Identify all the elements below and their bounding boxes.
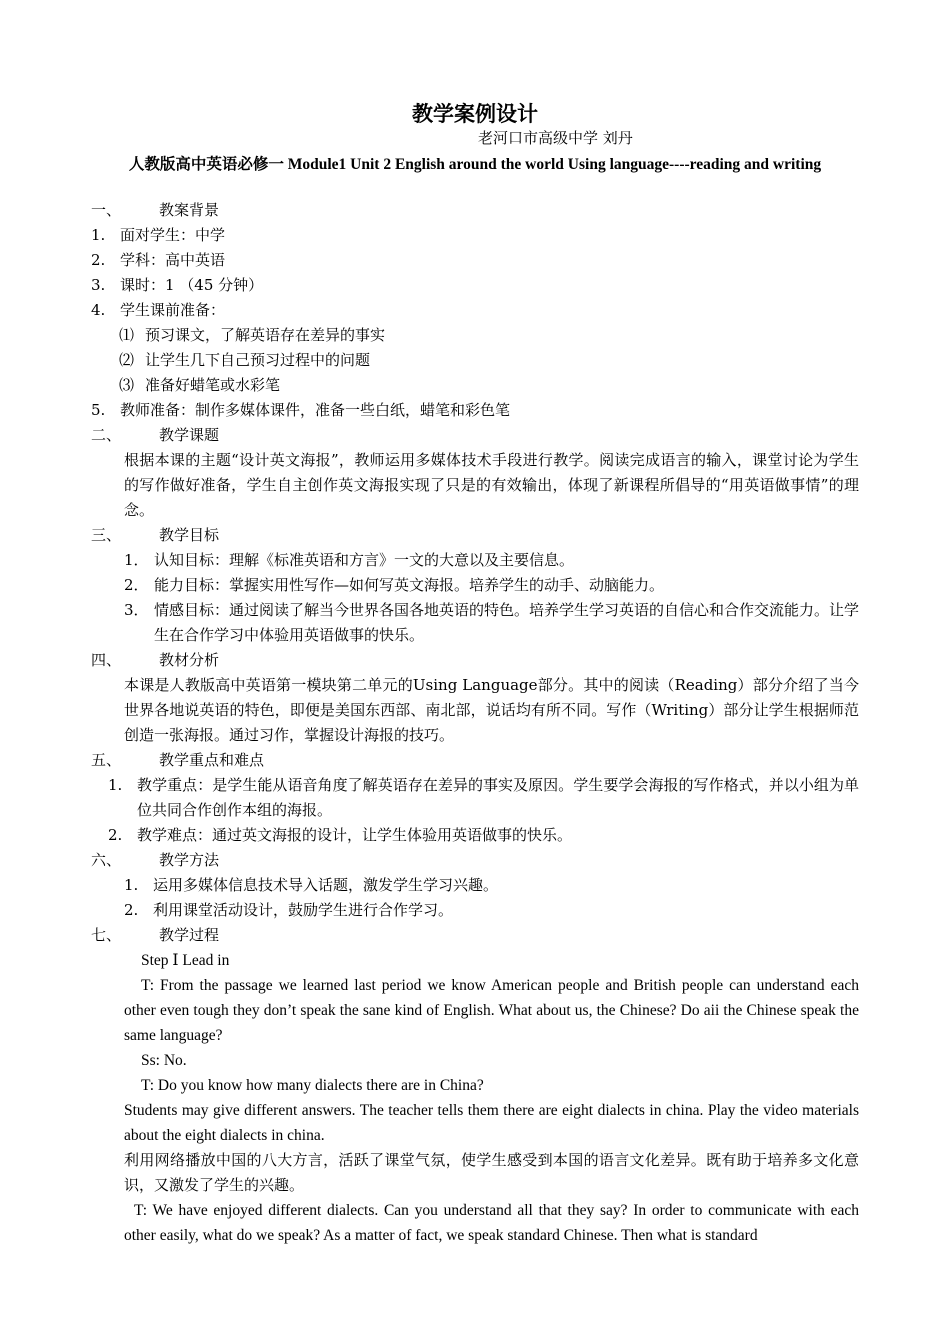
section-6-heading: 六、 教学方法 — [91, 851, 220, 869]
teacher-line: T: Do you know how many dialects there are in China? — [141, 1077, 484, 1094]
list-item: 1． 认知目标：理解《标准英语和方言》一文的大意以及主要信息。 — [124, 551, 575, 569]
list-item: 2. 学科：高中英语 — [91, 251, 226, 269]
list-item: 2. 利用课堂活动设计，鼓励学生进行合作学习。 — [124, 901, 454, 919]
list-item: 2． 能力目标：掌握实用性写作—如何写英文海报。培养学生的动手、动脑能力。 — [124, 576, 665, 594]
step-heading: Step Ⅰ Lead in — [141, 952, 230, 969]
section-1-heading: 一、 教案背景 — [91, 201, 220, 219]
section-4-paragraph: 本课是人教版高中英语第一模块第二单元的Using Language部分。其中的阅读（Reading）部分介绍了当今世界各地说英语的特色，即便是美国东西部、南北部，说话均有所不同。写作（Writing）部分让学生根据师范创造一张海报。通过习作，掌握设计海报的技巧。 — [124, 676, 859, 744]
list-item: 1. 运用多媒体信息技术导入话题，激发学生学习兴趣。 — [124, 876, 499, 894]
teacher-line: T: We have enjoyed different dialects. Can you understand all that they say? In order to communicate with each other easily, what do we speak? As a matter of fact, we speak standard Chinese. Then what is standard — [124, 1202, 859, 1244]
section-3-heading: 三、 教学目标 — [91, 526, 220, 544]
document-subtitle: 人教版高中英语必修一 Module1 Unit 2 English around the world Using language----reading and writing — [128, 156, 822, 173]
section-7-heading: 七、 教学过程 — [91, 926, 220, 944]
list-item: 5. 教师准备：制作多媒体课件，准备一些白纸，蜡笔和彩色笔 — [91, 401, 511, 419]
list-item: 3． 情感目标：通过阅读了解当今世界各国各地英语的特色。培养学生学习英语的自信心和合作交流能力。让学生在合作学习中体验用英语做事的快乐。 — [124, 601, 860, 644]
list-subitem: ⑴ 预习课文，了解英语存在差异的事实 — [119, 326, 386, 344]
section-4-heading: 四、 教材分析 — [91, 651, 220, 669]
document-author: 老河口市高级中学 刘丹 — [478, 129, 633, 147]
list-item: 1. 教学重点：是学生能从语音角度了解英语存在差异的事实及原因。学生要学会海报的写作格式，并以小组为单位共同合作创作本组的海报。 — [108, 776, 859, 819]
list-item: 3. 课时：1 （45 分钟） — [91, 276, 264, 294]
commentary-paragraph: 利用网络播放中国的八大方言，活跃了课堂气氛，使学生感受到本国的语言文化差异。既有助于培养多文化意识，又激发了学生的兴趣。 — [124, 1151, 859, 1194]
list-subitem: ⑶ 准备好蜡笔或水彩笔 — [119, 376, 281, 394]
document-title: 教学案例设计 — [412, 101, 538, 126]
students-paragraph: Students may give different answers. The teacher tells them there are eight dialects in china. Play the video materials about the eight dialects in china. — [124, 1102, 859, 1144]
list-item: 2. 教学难点：通过英文海报的设计，让学生体验用英语做事的快乐。 — [108, 826, 573, 844]
section-2-heading: 二、 教学课题 — [91, 426, 220, 444]
section-2-paragraph: 根据本课的主题“设计英文海报”，教师运用多媒体技术手段进行教学。阅读完成语言的输入，课堂讨论为学生的写作做好准备，学生自主创作英文海报实现了只是的有效输出，体现了新课程所倡导的“用英语做事情”的理念。 — [124, 451, 859, 519]
section-5-heading: 五、 教学重点和难点 — [91, 751, 265, 769]
students-line: Ss: No. — [141, 1052, 187, 1069]
list-item: 4. 学生课前准备： — [91, 301, 226, 319]
list-subitem: ⑵ 让学生几下自己预习过程中的问题 — [119, 351, 371, 369]
teacher-line: T: From the passage we learned last period we know American people and British people can understand each other even tough they don’t speak the sane kind of English. What about us, the Chinese? Do aii the Chinese speak the same language? — [124, 977, 859, 1044]
list-item: 1. 面对学生：中学 — [91, 226, 226, 244]
